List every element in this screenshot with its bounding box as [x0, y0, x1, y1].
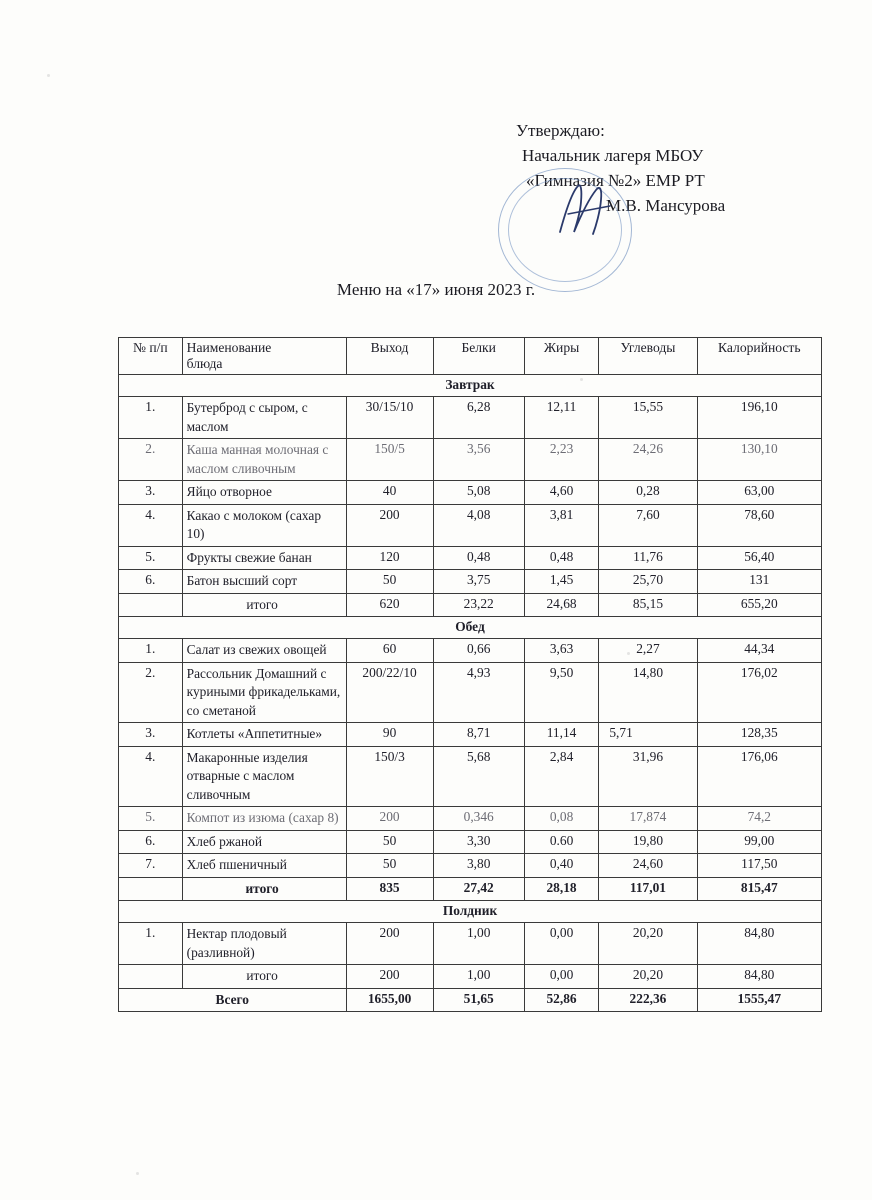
cell-calories: 130,10 — [697, 439, 821, 481]
cell-carbs: 5,71 — [599, 723, 697, 747]
cell-fats: 0,00 — [524, 923, 599, 965]
cell-num: 2. — [119, 662, 183, 723]
cell-carbs: 15,55 — [599, 397, 697, 439]
approval-block — [516, 118, 816, 218]
cell-name: Яйцо отворное — [182, 481, 346, 505]
cell-fats: 24,68 — [524, 593, 599, 617]
page-title: Меню на «17» июня 2023 г. — [336, 280, 536, 299]
cell-proteins: 1,00 — [433, 923, 524, 965]
cell-name: Макаронные изделия отварные с маслом сливочным — [182, 746, 346, 807]
section-total-row — [119, 965, 822, 989]
cell-proteins: 6,28 — [433, 397, 524, 439]
cell-output: 40 — [346, 481, 433, 505]
cell-proteins: 4,08 — [433, 504, 524, 546]
cell-name: Фрукты свежие банан — [182, 546, 346, 570]
cell-name: Батон высший сорт — [182, 570, 346, 594]
table-row — [119, 546, 822, 570]
cell-proteins: 8,71 — [433, 723, 524, 747]
table-row — [119, 439, 822, 481]
header-name-line1: Наименование — [186, 340, 272, 355]
cell-calories: 56,40 — [697, 546, 821, 570]
cell-proteins: 1,00 — [433, 965, 524, 989]
cell-fats: 0,08 — [524, 807, 599, 831]
cell-output: 90 — [346, 723, 433, 747]
section-title: Завтрак — [119, 375, 822, 397]
cell-carbs: 222,36 — [599, 988, 697, 1012]
cell-num — [119, 965, 183, 989]
cell-num: 1. — [119, 923, 183, 965]
cell-num: 5. — [119, 807, 183, 831]
cell-fats: 2,23 — [524, 439, 599, 481]
section-header-row — [119, 901, 822, 923]
cell-output: 620 — [346, 593, 433, 617]
cell-output: 835 — [346, 877, 433, 901]
cell-num: 1. — [119, 639, 183, 663]
cell-fats: 12,11 — [524, 397, 599, 439]
cell-output: 200 — [346, 923, 433, 965]
section-title: Полдник — [119, 901, 822, 923]
table-row — [119, 807, 822, 831]
cell-fats: 0,00 — [524, 965, 599, 989]
menu-table — [118, 337, 822, 1012]
header-name — [182, 338, 346, 375]
cell-calories: 84,80 — [697, 923, 821, 965]
cell-proteins: 3,30 — [433, 830, 524, 854]
cell-proteins: 3,80 — [433, 854, 524, 878]
cell-carbs: 85,15 — [599, 593, 697, 617]
table-row — [119, 639, 822, 663]
cell-proteins: 3,75 — [433, 570, 524, 594]
table-row — [119, 397, 822, 439]
cell-total-label: итого — [182, 877, 346, 901]
cell-carbs: 17,874 — [599, 807, 697, 831]
cell-carbs: 2,27 — [599, 639, 697, 663]
cell-num: 2. — [119, 439, 183, 481]
cell-output: 150/5 — [346, 439, 433, 481]
table-row — [119, 662, 822, 723]
cell-calories: 196,10 — [697, 397, 821, 439]
cell-num: 3. — [119, 723, 183, 747]
cell-grand-total-label: Всего — [119, 988, 347, 1012]
approval-line-3: «Гимназия №2» ЕМР РТ — [526, 171, 705, 190]
table-row — [119, 854, 822, 878]
cell-fats: 9,50 — [524, 662, 599, 723]
cell-output: 30/15/10 — [346, 397, 433, 439]
cell-num — [119, 877, 183, 901]
cell-fats: 28,18 — [524, 877, 599, 901]
cell-num: 5. — [119, 546, 183, 570]
header-calories: Калорийность — [697, 338, 821, 375]
cell-calories: 176,02 — [697, 662, 821, 723]
cell-total-label: итого — [182, 593, 346, 617]
header-num: № п/п — [119, 338, 183, 375]
cell-calories: 84,80 — [697, 965, 821, 989]
cell-num: 7. — [119, 854, 183, 878]
cell-calories: 78,60 — [697, 504, 821, 546]
cell-carbs: 0,28 — [599, 481, 697, 505]
cell-output: 60 — [346, 639, 433, 663]
cell-carbs: 117,01 — [599, 877, 697, 901]
cell-num: 4. — [119, 504, 183, 546]
cell-calories: 815,47 — [697, 877, 821, 901]
cell-proteins: 27,42 — [433, 877, 524, 901]
cell-fats: 2,84 — [524, 746, 599, 807]
section-header-row — [119, 375, 822, 397]
table-body — [119, 375, 822, 1012]
cell-proteins: 4,93 — [433, 662, 524, 723]
cell-carbs: 24,26 — [599, 439, 697, 481]
cell-calories: 117,50 — [697, 854, 821, 878]
cell-num: 1. — [119, 397, 183, 439]
header-name-line2: блюда — [186, 356, 223, 371]
cell-proteins: 0,346 — [433, 807, 524, 831]
cell-output: 200 — [346, 965, 433, 989]
cell-name: Бутерброд с сыром, с маслом — [182, 397, 346, 439]
cell-output: 1655,00 — [346, 988, 433, 1012]
cell-calories: 99,00 — [697, 830, 821, 854]
cell-fats: 11,14 — [524, 723, 599, 747]
cell-num: 6. — [119, 830, 183, 854]
cell-output: 200/22/10 — [346, 662, 433, 723]
cell-carbs: 14,80 — [599, 662, 697, 723]
cell-fats: 1,45 — [524, 570, 599, 594]
cell-name: Нектар плодовый (разливной) — [182, 923, 346, 965]
scan-speck — [136, 1172, 139, 1175]
table-row — [119, 746, 822, 807]
approval-line-1: Утверждаю: — [516, 121, 605, 140]
table-row — [119, 481, 822, 505]
cell-name: Какао с молоком (сахар 10) — [182, 504, 346, 546]
cell-carbs: 20,20 — [599, 923, 697, 965]
table-row — [119, 504, 822, 546]
cell-calories: 131 — [697, 570, 821, 594]
cell-fats: 3,81 — [524, 504, 599, 546]
cell-fats: 3,63 — [524, 639, 599, 663]
cell-calories: 1555,47 — [697, 988, 821, 1012]
header-carbs: Углеводы — [599, 338, 697, 375]
cell-proteins: 51,65 — [433, 988, 524, 1012]
cell-calories: 44,34 — [697, 639, 821, 663]
scan-speck — [47, 74, 50, 77]
section-total-row — [119, 877, 822, 901]
cell-carbs: 11,76 — [599, 546, 697, 570]
cell-calories: 63,00 — [697, 481, 821, 505]
section-title: Обед — [119, 617, 822, 639]
cell-proteins: 3,56 — [433, 439, 524, 481]
cell-fats: 4,60 — [524, 481, 599, 505]
cell-proteins: 5,68 — [433, 746, 524, 807]
grand-total-row — [119, 988, 822, 1012]
table-row — [119, 570, 822, 594]
approval-line-4: М.В. Мансурова — [606, 196, 726, 215]
cell-fats: 0,48 — [524, 546, 599, 570]
cell-proteins: 5,08 — [433, 481, 524, 505]
table-row — [119, 723, 822, 747]
cell-num: 3. — [119, 481, 183, 505]
cell-name: Каша манная молочная с маслом сливочным — [182, 439, 346, 481]
cell-num — [119, 593, 183, 617]
cell-proteins: 0,48 — [433, 546, 524, 570]
cell-carbs: 19,80 — [599, 830, 697, 854]
header-fats: Жиры — [524, 338, 599, 375]
cell-calories: 176,06 — [697, 746, 821, 807]
cell-name: Котлеты «Аппетитные» — [182, 723, 346, 747]
cell-num: 4. — [119, 746, 183, 807]
cell-carbs: 7,60 — [599, 504, 697, 546]
table-row — [119, 830, 822, 854]
cell-fats: 52,86 — [524, 988, 599, 1012]
cell-calories: 74,2 — [697, 807, 821, 831]
table-header — [119, 338, 822, 375]
header-proteins: Белки — [433, 338, 524, 375]
cell-carbs: 25,70 — [599, 570, 697, 594]
cell-name: Рассольник Домашний с куриными фрикадельками, со сметаной — [182, 662, 346, 723]
cell-output: 200 — [346, 504, 433, 546]
cell-num: 6. — [119, 570, 183, 594]
cell-carbs: 20,20 — [599, 965, 697, 989]
cell-output: 50 — [346, 570, 433, 594]
cell-name: Хлеб пшеничный — [182, 854, 346, 878]
cell-output: 120 — [346, 546, 433, 570]
cell-output: 150/3 — [346, 746, 433, 807]
cell-carbs: 24,60 — [599, 854, 697, 878]
section-header-row — [119, 617, 822, 639]
cell-proteins: 23,22 — [433, 593, 524, 617]
cell-output: 50 — [346, 854, 433, 878]
cell-output: 50 — [346, 830, 433, 854]
cell-proteins: 0,66 — [433, 639, 524, 663]
section-total-row — [119, 593, 822, 617]
cell-calories: 128,35 — [697, 723, 821, 747]
table-row — [119, 923, 822, 965]
cell-name: Хлеб ржаной — [182, 830, 346, 854]
cell-fats: 0.60 — [524, 830, 599, 854]
cell-total-label: итого — [182, 965, 346, 989]
cell-name: Салат из свежих овощей — [182, 639, 346, 663]
approval-line-2: Начальник лагеря МБОУ — [522, 146, 704, 165]
cell-calories: 655,20 — [697, 593, 821, 617]
cell-carbs: 31,96 — [599, 746, 697, 807]
cell-name: Компот из изюма (сахар 8) — [182, 807, 346, 831]
cell-fats: 0,40 — [524, 854, 599, 878]
cell-output: 200 — [346, 807, 433, 831]
header-output: Выход — [346, 338, 433, 375]
